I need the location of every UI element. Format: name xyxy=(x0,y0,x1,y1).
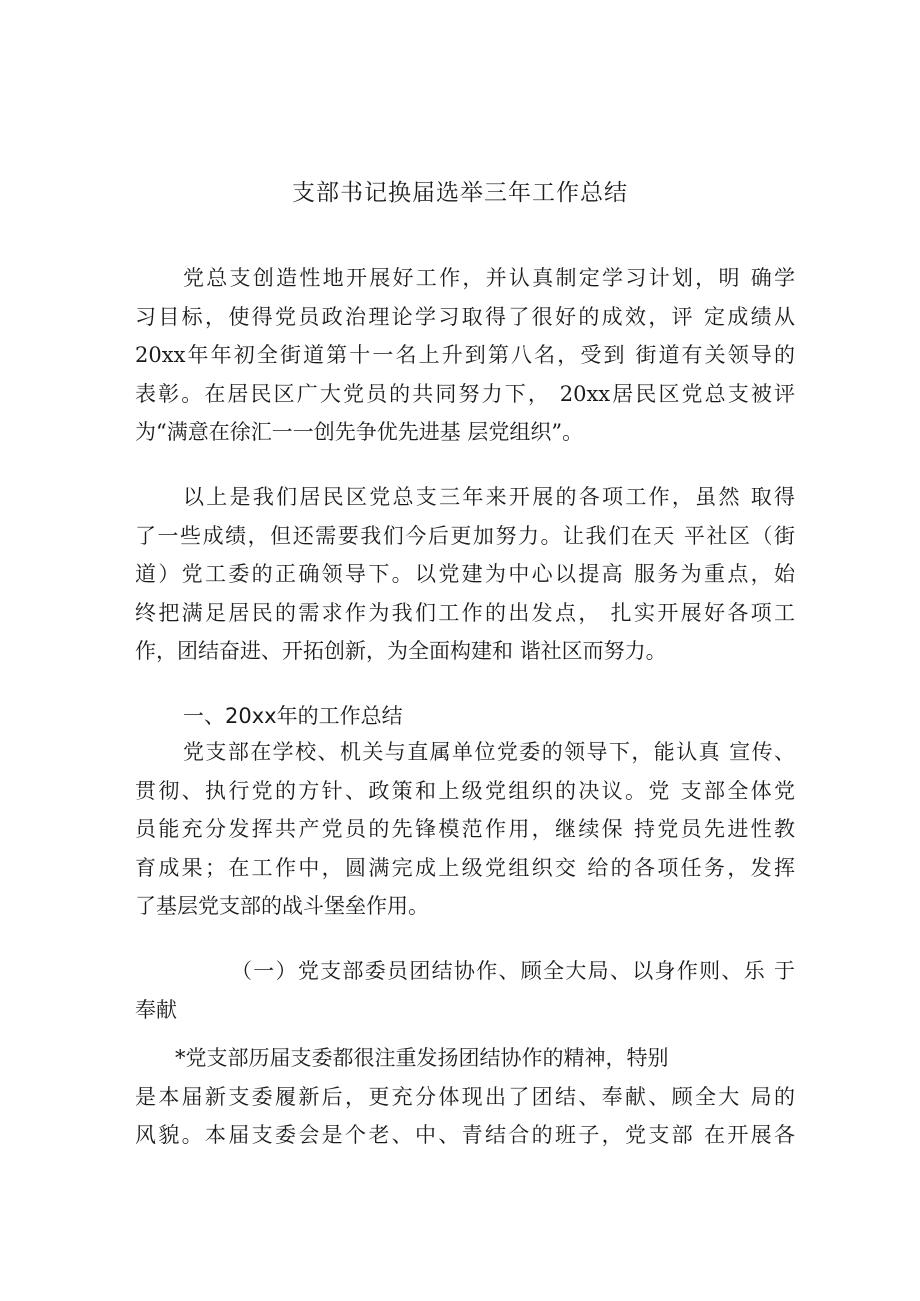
paragraph-line: 为“满意在徐汇一一创先争优先进基 层党组织”。 xyxy=(135,420,584,445)
section-heading: 一、20xx年的工作总结 xyxy=(183,704,403,728)
paragraph-line: 以上是我们居民区党总支三年来开展的各项工作，虽然 取得 xyxy=(183,485,795,509)
paragraph-line: 了基层党支部的战斗堡垒作用。 xyxy=(135,894,429,919)
paragraph-4 xyxy=(135,1039,795,1155)
paragraph-line: 作，团结奋进、开拓创新，为全面构建和 谐社区而努力。 xyxy=(135,639,667,664)
paragraph-line: *党支部历届支委都很注重发扬团结协作的精神，特别 xyxy=(175,1046,669,1070)
document-title: 支部书记换届选举三年工作总结 xyxy=(292,180,628,206)
paragraph-line: 风貌。本届支委会是个老、中、青结合的班子，党支部 在开展各 xyxy=(135,1123,795,1148)
paragraph-line: 表彰。在居民区广大党员的共同努力下， 20xx居民区党总支被评 xyxy=(135,381,795,406)
subheading-line: （一）党支部委员团结协作、顾全大局、以身作则、乐 于 xyxy=(231,959,795,983)
paragraph-line: 习目标，使得党员政治理论学习取得了很好的成效，评 定成绩从 xyxy=(135,304,795,329)
subheading xyxy=(135,952,795,1029)
paragraph-line: 贯彻、执行党的方针、政策和上级党组织的决议。党 支部全体党 xyxy=(135,778,795,803)
paragraph-line: 党支部在学校、机关与直属单位党委的领导下，能认真 宣传、 xyxy=(183,740,795,764)
paragraph-line: 党总支创造性地开展好工作，并认真制定学习计划，明 确学 xyxy=(183,266,795,290)
paragraph-line: 终把满足居民的需求作为我们工作的出发点， 扎实开展好各项工 xyxy=(135,600,795,625)
paragraph-line: 员能充分发挥共产党员的先锋模范作用，继续保 持党员先进性教 xyxy=(135,817,795,842)
paragraph-line: 育成果；在工作中，圆满完成上级党组织交 给的各项任务，发挥 xyxy=(135,855,795,880)
paragraph-line: 了一些成绩，但还需要我们今后更加努力。让我们在天 平社区（街 xyxy=(135,523,795,548)
paragraph-1 xyxy=(135,259,795,452)
paragraph-line: 是本届新支委履新后，更充分体现出了团结、奉献、顾全大 局的 xyxy=(135,1084,795,1109)
subheading-line: 奉献 xyxy=(135,997,177,1022)
paragraph-line: 20xx年年初全街道第十一名上升到第八名，受到 街道有关领导的 xyxy=(135,343,795,368)
paragraph-2 xyxy=(135,478,795,671)
paragraph-line: 道）党工委的正确领导下。以党建为中心以提高 服务为重点，始 xyxy=(135,562,795,587)
paragraph-3 xyxy=(135,733,795,926)
